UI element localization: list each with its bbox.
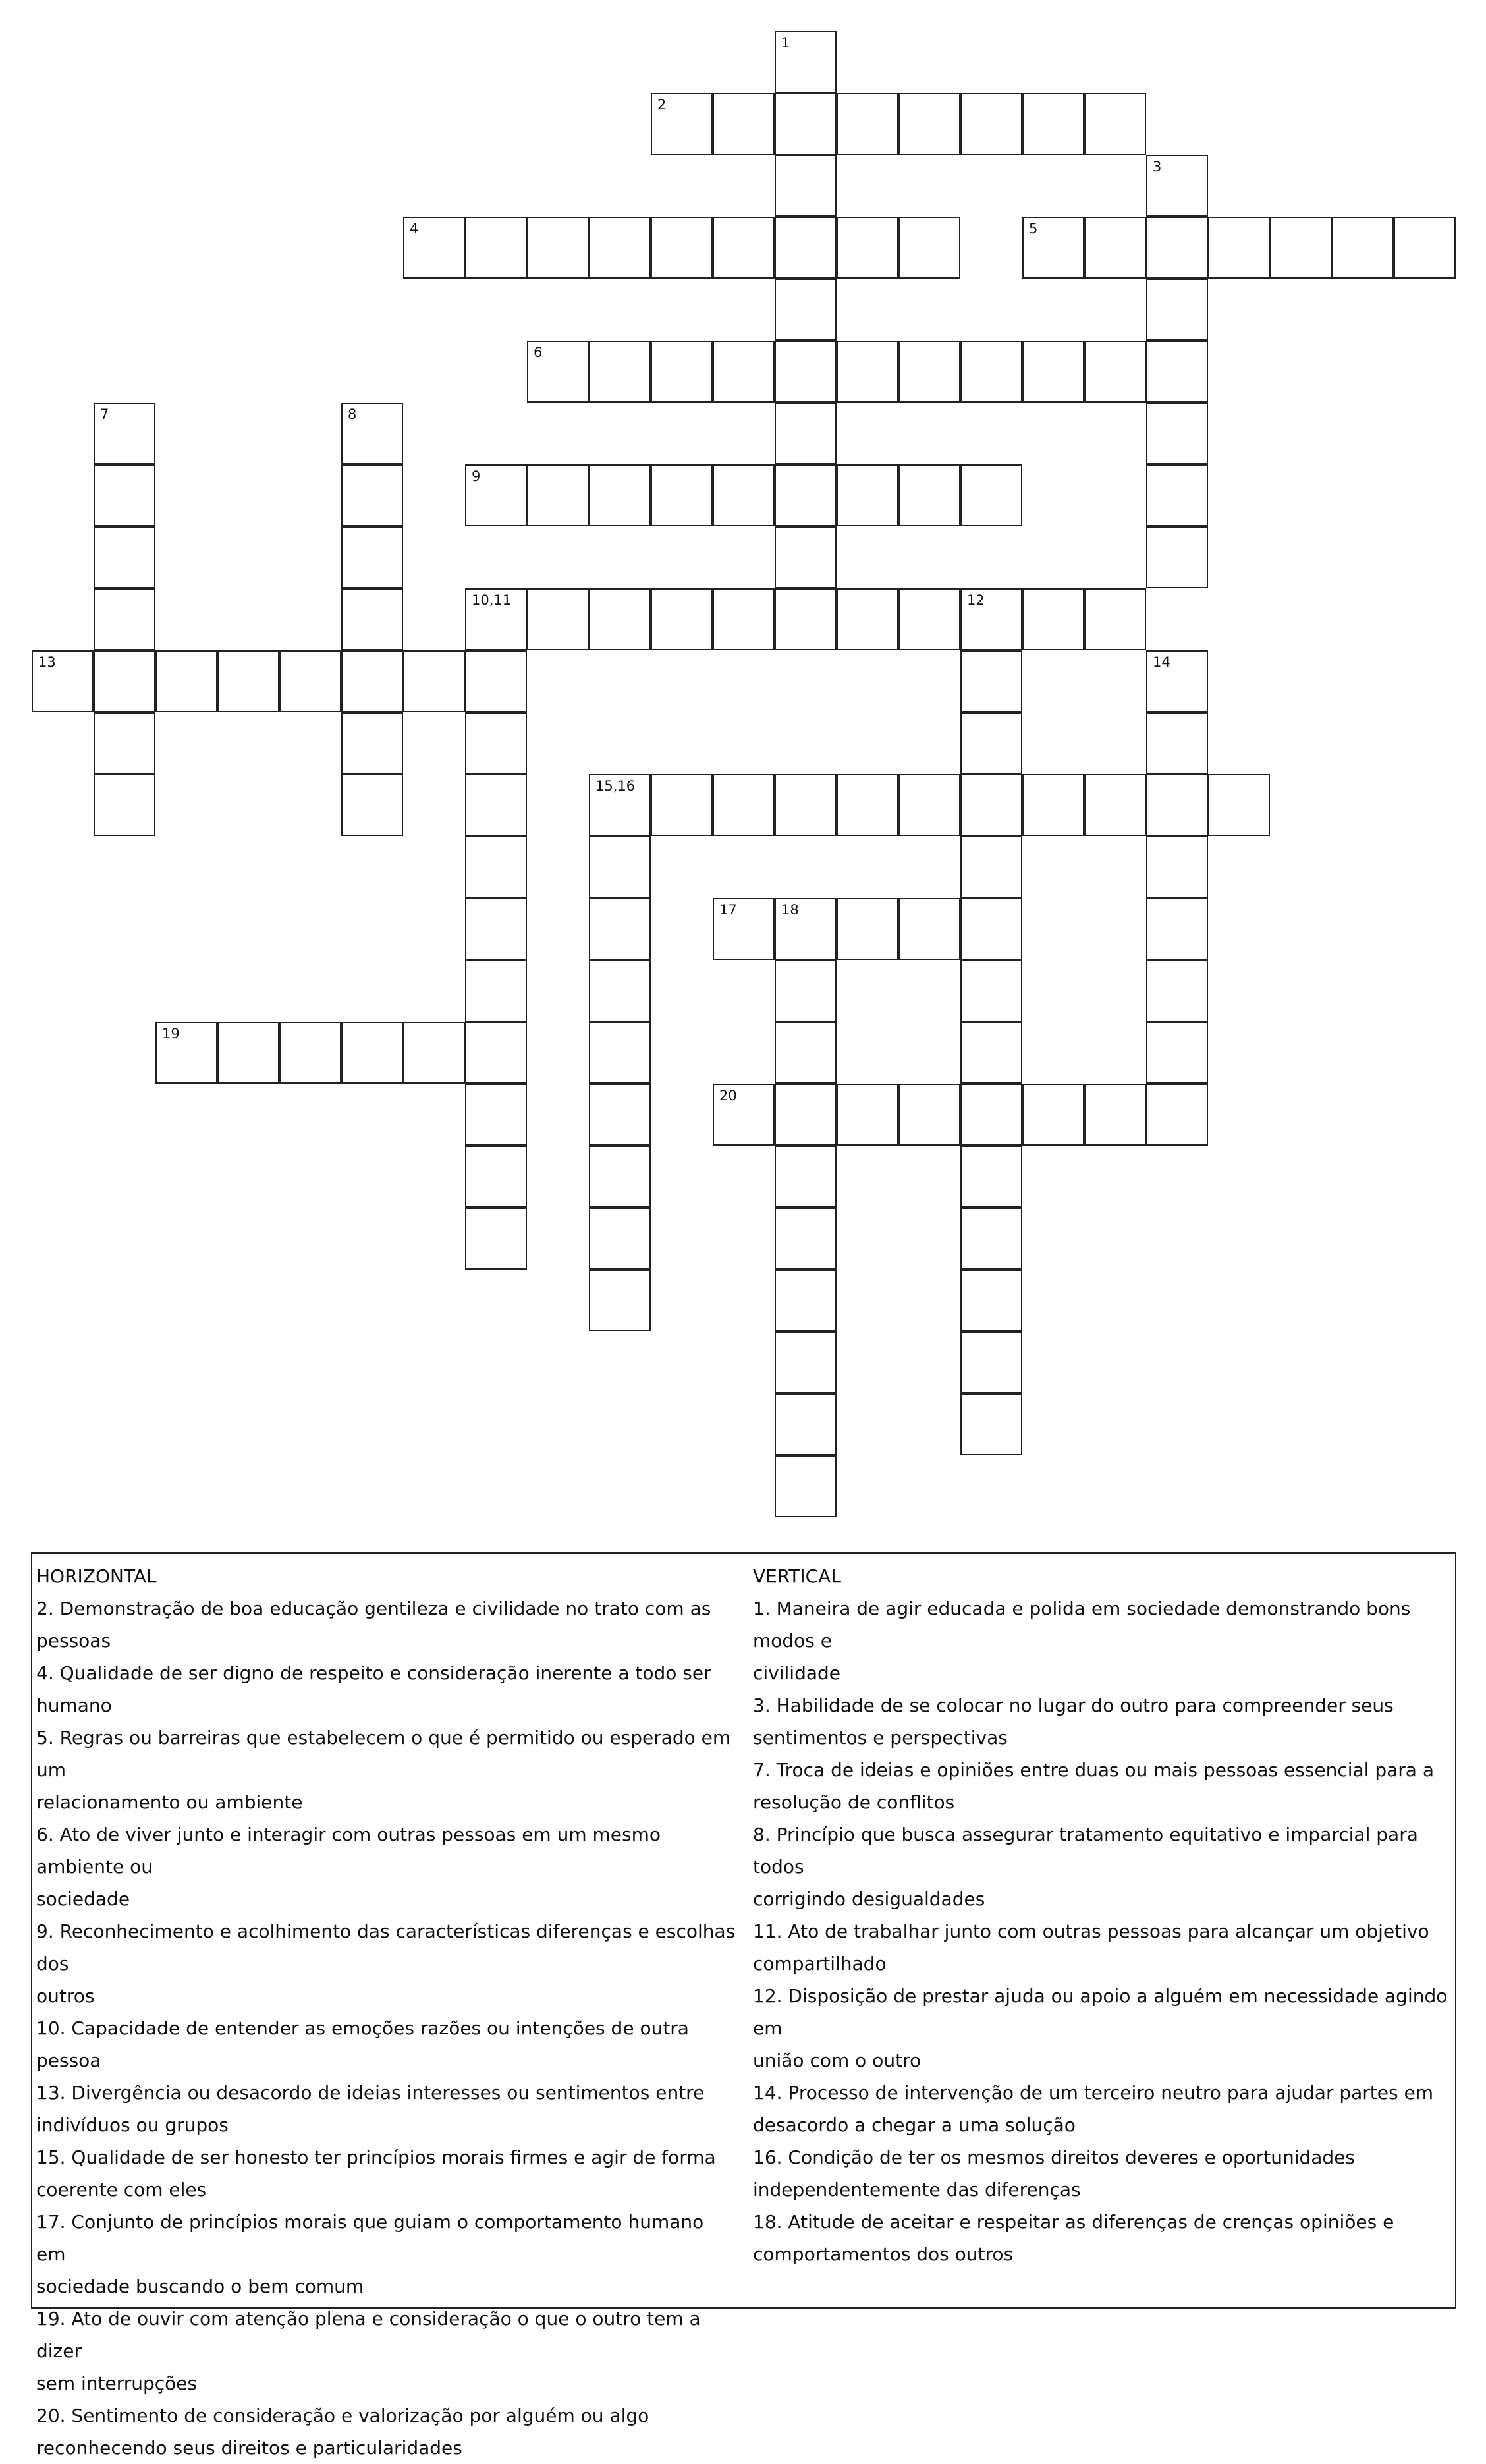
- crossword-cell[interactable]: [960, 712, 1022, 774]
- crossword-cell[interactable]: [341, 588, 403, 650]
- vertical-clue-line: corrigindo desigualdades: [753, 1888, 985, 1910]
- horizontal-clue-line: 5. Regras ou barreiras que estabelecem o que é permitido ou esperado em um: [36, 1727, 731, 1781]
- crossword-cell[interactable]: [1146, 217, 1208, 279]
- clue-number: 3: [1153, 159, 1162, 175]
- crossword-cell[interactable]: [403, 217, 465, 279]
- crossword-cell[interactable]: [713, 774, 775, 836]
- clue-number: 17: [719, 902, 737, 918]
- crossword-cell[interactable]: [403, 1022, 465, 1084]
- crossword-cell[interactable]: [960, 1146, 1022, 1208]
- crossword-cell[interactable]: [960, 1393, 1022, 1455]
- clue-number: 8: [348, 406, 357, 422]
- crossword-cell[interactable]: [341, 526, 403, 588]
- crossword-cell[interactable]: [527, 464, 589, 526]
- crossword-cell[interactable]: [465, 1084, 527, 1146]
- crossword-cell[interactable]: [837, 341, 898, 403]
- crossword-cell[interactable]: [960, 1270, 1022, 1331]
- crossword-cell[interactable]: [589, 341, 651, 403]
- crossword-cell[interactable]: [94, 712, 155, 774]
- crossword-cell[interactable]: [837, 93, 898, 155]
- crossword-cell[interactable]: [775, 31, 837, 93]
- horizontal-clue-line: humano: [36, 1694, 112, 1716]
- crossword-cell[interactable]: [960, 1022, 1022, 1084]
- horizontal-clue-line: relacionamento ou ambiente: [36, 1791, 303, 1813]
- crossword-cell[interactable]: [589, 960, 651, 1022]
- clue-number: 18: [781, 902, 799, 918]
- crossword-cell[interactable]: [898, 774, 960, 836]
- crossword-cell[interactable]: [1146, 279, 1208, 341]
- crossword-cell[interactable]: [837, 217, 898, 279]
- crossword-cell[interactable]: [32, 650, 94, 712]
- crossword-cell[interactable]: [341, 774, 403, 836]
- crossword-cell[interactable]: [589, 898, 651, 960]
- crossword-cell[interactable]: [94, 774, 155, 836]
- vertical-clue-line: união com o outro: [753, 2050, 922, 2071]
- crossword-cell[interactable]: [1084, 774, 1146, 836]
- crossword-cell[interactable]: [898, 588, 960, 650]
- crossword-cell[interactable]: [713, 1084, 775, 1146]
- crossword-cell[interactable]: [1146, 836, 1208, 898]
- crossword-cell[interactable]: [713, 341, 775, 403]
- crossword-cell[interactable]: [837, 464, 898, 526]
- crossword-cell[interactable]: [651, 93, 713, 155]
- crossword-cell[interactable]: [341, 650, 403, 712]
- crossword-cell[interactable]: [341, 712, 403, 774]
- crossword-cell[interactable]: [837, 1084, 898, 1146]
- vertical-clue-line: 3. Habilidade de se colocar no lugar do outro para compreender seus: [753, 1694, 1394, 1716]
- crossword-cell[interactable]: [898, 217, 960, 279]
- horizontal-clue-line: 6. Ato de viver junto e interagir com outras pessoas em um mesmo ambiente ou: [36, 1824, 661, 1878]
- horizontal-clue-line: 13. Divergência ou desacordo de ideias interesses ou sentimentos entre: [36, 2082, 705, 2104]
- crossword-cell[interactable]: [651, 341, 713, 403]
- crossword-cell[interactable]: [775, 1208, 837, 1270]
- crossword-cell[interactable]: [1208, 217, 1270, 279]
- crossword-cell[interactable]: [94, 650, 155, 712]
- horizontal-clue-line: outros: [36, 1985, 95, 2007]
- crossword-cell[interactable]: [465, 588, 527, 650]
- crossword-cell[interactable]: [589, 1084, 651, 1146]
- crossword-cell[interactable]: [1146, 526, 1208, 588]
- crossword-cell[interactable]: [465, 836, 527, 898]
- crossword-cell[interactable]: [1022, 774, 1084, 836]
- crossword-cell[interactable]: [837, 588, 898, 650]
- crossword-cell[interactable]: [1146, 155, 1208, 217]
- vertical-clue-line: 12. Disposição de prestar ajuda ou apoio a alguém em necessidade agindo em: [753, 1985, 1448, 2039]
- vertical-clue-line: 11. Ato de trabalhar junto com outras pessoas para alcançar um objetivo: [753, 1920, 1429, 1942]
- crossword-cell[interactable]: [465, 1022, 527, 1084]
- horizontal-clue-line: sociedade: [36, 1888, 130, 1910]
- horizontal-clues: [36, 1560, 737, 2464]
- crossword-cell[interactable]: [1146, 341, 1208, 403]
- crossword-cell[interactable]: [775, 1084, 837, 1146]
- crossword-cell[interactable]: [898, 1084, 960, 1146]
- vertical-clue-line: independentemente das diferenças: [753, 2179, 1081, 2200]
- vertical-clue-line: sentimentos e perspectivas: [753, 1727, 1008, 1749]
- horizontal-clue-line: 20. Sentimento de consideração e valorização por alguém ou algo: [36, 2405, 649, 2426]
- vertical-clue-line: 7. Troca de ideias e opiniões entre duas ou mais pessoas essencial para a: [753, 1759, 1434, 1781]
- vertical-clue-line: compartilhado: [753, 1953, 887, 1974]
- vertical-clue-line: 16. Condição de ter os mesmos direitos deveres e oportunidades: [753, 2146, 1356, 2168]
- crossword-cell[interactable]: [155, 1022, 217, 1084]
- horizontal-clue-line: 19. Ato de ouvir com atenção plena e consideração o que o outro tem a dizer: [36, 2308, 701, 2362]
- crossword-cell[interactable]: [960, 650, 1022, 712]
- crossword-cell[interactable]: [465, 1208, 527, 1270]
- crossword-cell[interactable]: [341, 1022, 403, 1084]
- crossword-cell[interactable]: [465, 898, 527, 960]
- crossword-cell[interactable]: [775, 155, 837, 217]
- crossword-cell[interactable]: [589, 774, 651, 836]
- vertical-clue-line: civilidade: [753, 1662, 841, 1684]
- crossword-cell[interactable]: [775, 403, 837, 464]
- crossword-cell[interactable]: [403, 650, 465, 712]
- clue-number: 13: [38, 654, 56, 670]
- crossword-cell[interactable]: [775, 1022, 837, 1084]
- crossword-cell[interactable]: [775, 1331, 837, 1393]
- crossword-cell[interactable]: [1146, 1022, 1208, 1084]
- crossword-cell[interactable]: [1394, 217, 1456, 279]
- crossword-cell[interactable]: [713, 588, 775, 650]
- clue-number: 10,11: [472, 592, 512, 608]
- crossword-cell[interactable]: [775, 279, 837, 341]
- clue-number: 7: [100, 406, 109, 422]
- crossword-cell[interactable]: [341, 403, 403, 464]
- crossword-cell[interactable]: [589, 1022, 651, 1084]
- clue-number: 15,16: [595, 778, 636, 794]
- horizontal-heading: HORIZONTAL: [36, 1565, 157, 1587]
- horizontal-clue-line: 4. Qualidade de ser digno de respeito e consideração inerente a todo ser: [36, 1662, 711, 1684]
- crossword-cell[interactable]: [1146, 464, 1208, 526]
- crossword-cell[interactable]: [1022, 93, 1084, 155]
- crossword-cell[interactable]: [960, 588, 1022, 650]
- crossword-cell[interactable]: [94, 526, 155, 588]
- crossword-cell[interactable]: [465, 960, 527, 1022]
- crossword-cell[interactable]: [651, 464, 713, 526]
- crossword-cell[interactable]: [1332, 217, 1394, 279]
- vertical-clue-line: 18. Atitude de aceitar e respeitar as diferenças de crenças opiniões e: [753, 2211, 1394, 2233]
- crossword-cell[interactable]: [589, 1270, 651, 1331]
- horizontal-clue-line: 2. Demonstração de boa educação gentileza e civilidade no trato com as: [36, 1598, 711, 1619]
- crossword-cell[interactable]: [713, 217, 775, 279]
- crossword-cell[interactable]: [775, 464, 837, 526]
- crossword-cell[interactable]: [775, 774, 837, 836]
- crossword-cell[interactable]: [960, 774, 1022, 836]
- horizontal-clue-line: sem interrupções: [36, 2372, 198, 2394]
- clue-number: 9: [472, 468, 481, 484]
- crossword-cell[interactable]: [837, 898, 898, 960]
- crossword-cell[interactable]: [589, 217, 651, 279]
- crossword-cell[interactable]: [960, 960, 1022, 1022]
- vertical-clue-line: resolução de conflitos: [753, 1791, 955, 1813]
- crossword-cell[interactable]: [527, 588, 589, 650]
- crossword-cell[interactable]: [775, 898, 837, 960]
- crossword-cell[interactable]: [898, 93, 960, 155]
- crossword-cell[interactable]: [837, 774, 898, 836]
- crossword-cell[interactable]: [465, 712, 527, 774]
- crossword-cell[interactable]: [589, 1146, 651, 1208]
- crossword-cell[interactable]: [1084, 341, 1146, 403]
- horizontal-clue-line: 10. Capacidade de entender as emoções razões ou intenções de outra pessoa: [36, 2017, 689, 2071]
- vertical-clue-line: 8. Princípio que busca assegurar tratamento equitativo e imparcial para todos: [753, 1824, 1418, 1878]
- crossword-cell[interactable]: [775, 1270, 837, 1331]
- crossword-cell[interactable]: [589, 836, 651, 898]
- clue-number: 5: [1029, 221, 1038, 237]
- crossword-cell[interactable]: [651, 588, 713, 650]
- crossword-cell[interactable]: [898, 898, 960, 960]
- crossword-cell[interactable]: [960, 1208, 1022, 1270]
- crossword-cell[interactable]: [465, 464, 527, 526]
- crossword-cell[interactable]: [1146, 650, 1208, 712]
- crossword-cell[interactable]: [589, 588, 651, 650]
- crossword-cell[interactable]: [1022, 217, 1084, 279]
- crossword-cell[interactable]: [775, 526, 837, 588]
- horizontal-clue-line: pessoas: [36, 1630, 111, 1652]
- horizontal-clue-line: 17. Conjunto de princípios morais que guiam o comportamento humano em: [36, 2211, 704, 2265]
- crossword-cell[interactable]: [589, 1208, 651, 1270]
- crossword-cell[interactable]: [1270, 217, 1332, 279]
- crossword-cell[interactable]: [1022, 588, 1084, 650]
- crossword-cell[interactable]: [1022, 341, 1084, 403]
- crossword-cell[interactable]: [527, 217, 589, 279]
- crossword-cell[interactable]: [775, 1146, 837, 1208]
- crossword-cell[interactable]: [898, 341, 960, 403]
- crossword-cell[interactable]: [94, 464, 155, 526]
- vertical-clue-line: 14. Processo de intervenção de um terceiro neutro para ajudar partes em: [753, 2082, 1433, 2104]
- vertical-heading: VERTICAL: [753, 1565, 841, 1587]
- crossword-cell[interactable]: [775, 960, 837, 1022]
- crossword-cell[interactable]: [1146, 1084, 1208, 1146]
- crossword-cell[interactable]: [713, 898, 775, 960]
- crossword-cell[interactable]: [341, 464, 403, 526]
- horizontal-clue-line: reconhecendo seus direitos e particularidades: [36, 2437, 462, 2459]
- crossword-cell[interactable]: [279, 650, 341, 712]
- crossword-cell[interactable]: [1084, 217, 1146, 279]
- clue-number: 14: [1153, 654, 1170, 670]
- crossword-cell[interactable]: [465, 774, 527, 836]
- clue-number: 2: [657, 97, 667, 113]
- crossword-cell[interactable]: [465, 650, 527, 712]
- crossword-cell[interactable]: [775, 588, 837, 650]
- crossword-cell[interactable]: [1084, 93, 1146, 155]
- clues-box: [31, 1552, 1456, 2459]
- crossword-cell[interactable]: [960, 1331, 1022, 1393]
- crossword-cell[interactable]: [155, 650, 217, 712]
- horizontal-clue-line: coerente com eles: [36, 2179, 207, 2200]
- horizontal-clue-line: 15. Qualidade de ser honesto ter princípios morais firmes e agir de forma: [36, 2146, 716, 2168]
- crossword-cell[interactable]: [527, 341, 589, 403]
- crossword-cell[interactable]: [217, 650, 279, 712]
- crossword-cell[interactable]: [775, 93, 837, 155]
- crossword-cell[interactable]: [713, 93, 775, 155]
- crossword-cell[interactable]: [713, 464, 775, 526]
- crossword-cell[interactable]: [651, 217, 713, 279]
- crossword-cell[interactable]: [279, 1022, 341, 1084]
- crossword-cell[interactable]: [960, 93, 1022, 155]
- crossword-cell[interactable]: [1146, 898, 1208, 960]
- crossword-cell[interactable]: [1084, 1084, 1146, 1146]
- crossword-cell[interactable]: [589, 464, 651, 526]
- horizontal-clue-line: indivíduos ou grupos: [36, 2114, 229, 2136]
- crossword-cell[interactable]: [1208, 774, 1270, 836]
- crossword-cell[interactable]: [1022, 1084, 1084, 1146]
- crossword-cell[interactable]: [1146, 403, 1208, 464]
- crossword-cell[interactable]: [960, 1084, 1022, 1146]
- clue-number: 1: [781, 35, 790, 51]
- crossword-cell[interactable]: [960, 341, 1022, 403]
- crossword-cell[interactable]: [217, 1022, 279, 1084]
- crossword-cell[interactable]: [960, 464, 1022, 526]
- crossword-cell[interactable]: [1146, 712, 1208, 774]
- crossword-cell[interactable]: [1146, 774, 1208, 836]
- vertical-clues: [753, 1560, 1454, 2270]
- crossword-cell[interactable]: [960, 898, 1022, 960]
- clue-number: 6: [534, 345, 543, 360]
- crossword-cell[interactable]: [651, 774, 713, 836]
- crossword-cell[interactable]: [898, 464, 960, 526]
- clue-number: 20: [719, 1088, 737, 1104]
- vertical-clue-line: 1. Maneira de agir educada e polida em sociedade demonstrando bons modos e: [753, 1598, 1411, 1652]
- crossword-cell[interactable]: [775, 1455, 837, 1517]
- vertical-clue-line: comportamentos dos outros: [753, 2243, 1014, 2265]
- crossword-cell[interactable]: [465, 1146, 527, 1208]
- crossword-cell[interactable]: [960, 836, 1022, 898]
- crossword-cell[interactable]: [775, 341, 837, 403]
- clue-number: 4: [410, 221, 419, 237]
- crossword-cell[interactable]: [1146, 960, 1208, 1022]
- crossword-cell[interactable]: [94, 403, 155, 464]
- vertical-clue-line: desacordo a chegar a uma solução: [753, 2114, 1076, 2136]
- crossword-cell[interactable]: [94, 588, 155, 650]
- horizontal-clue-line: sociedade buscando o bem comum: [36, 2276, 364, 2297]
- crossword-cell[interactable]: [1084, 588, 1146, 650]
- crossword-cell[interactable]: [775, 217, 837, 279]
- clue-number: 19: [162, 1026, 180, 1042]
- horizontal-clue-line: 9. Reconhecimento e acolhimento das características diferenças e escolhas dos: [36, 1920, 736, 1974]
- clue-number: 12: [967, 592, 985, 608]
- crossword-cell[interactable]: [465, 217, 527, 279]
- crossword-cell[interactable]: [775, 1393, 837, 1455]
